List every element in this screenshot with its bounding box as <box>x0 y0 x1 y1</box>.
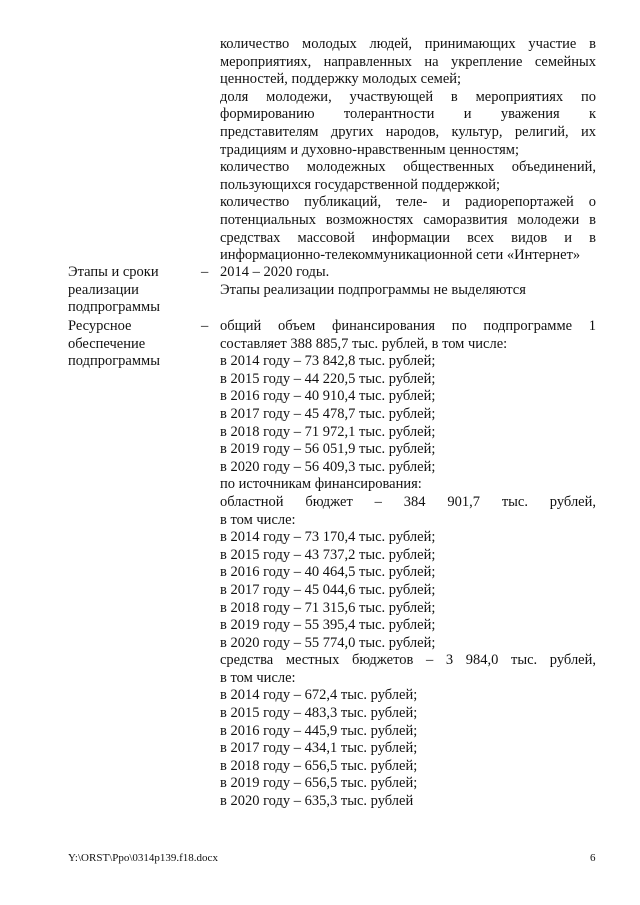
text-line: количество молодых людей, принимающих участие в <box>220 36 596 52</box>
text-line: потенциальных возможностях саморазвития молодежи в <box>220 211 596 228</box>
text-line: в 2019 году – 55 395,4 тыс. рублей; <box>220 617 436 634</box>
text-line: традициям и духовно-нравственным ценностям; <box>220 141 519 158</box>
resources-content <box>220 318 596 811</box>
text-line: в 2014 году – 73 170,4 тыс. рублей; <box>220 529 436 546</box>
text-line: областной бюджет – 384 901,7 тыс. рублей, <box>220 493 596 510</box>
footer-file-path: Y:\ORST\Ppo\0314p139.f18.docx <box>68 852 218 864</box>
text-line: количество публикаций, теле- и радиорепортажей о <box>220 194 596 211</box>
stages-dash: – <box>201 264 209 280</box>
resources-label <box>68 318 200 371</box>
text-line: в 2015 году – 483,3 тыс. рублей; <box>220 705 418 722</box>
text-line: в 2014 году – 672,4 тыс. рублей; <box>220 687 418 704</box>
text-line: в 2019 году – 656,5 тыс. рублей; <box>220 775 418 792</box>
text-line: в 2018 году – 656,5 тыс. рублей; <box>220 757 418 774</box>
text-line: в 2015 году – 43 737,2 тыс. рублей; <box>220 546 436 563</box>
text-line: 2014 – 2020 годы. <box>220 264 330 280</box>
text-line: в 2016 году – 40 464,5 тыс. рублей; <box>220 564 436 581</box>
text-line: в 2018 году – 71 315,6 тыс. рублей; <box>220 599 436 616</box>
text-line: в том числе: <box>220 669 296 686</box>
text-line: общий объем финансирования по подпрограмме 1 <box>220 318 596 334</box>
text-line: представителям других народов, культур, религий, их <box>220 123 596 140</box>
text-line: в 2020 году – 56 409,3 тыс. рублей; <box>220 458 436 475</box>
text-line: мероприятиях, направленных на укрепление семейных <box>220 53 596 70</box>
stages-label <box>68 264 200 317</box>
text-line: в том числе: <box>220 511 296 528</box>
text-line: в 2017 году – 45 044,6 тыс. рублей; <box>220 581 436 598</box>
text-line: в 2020 году – 635,3 тыс. рублей <box>220 793 414 810</box>
text-line: формированию толерантности и уважения к <box>220 106 596 123</box>
text-line: в 2019 году – 56 051,9 тыс. рублей; <box>220 441 436 458</box>
text-line: в 2017 году – 434,1 тыс. рублей; <box>220 740 418 757</box>
text-line: ценностей, поддержку молодых семей; <box>220 71 462 88</box>
text-line: доля молодежи, участвующей в мероприятиях по <box>220 88 596 105</box>
label-line: Этапы и сроки <box>68 264 159 280</box>
text-line: в 2017 году – 45 478,7 тыс. рублей; <box>220 405 436 422</box>
stages-content <box>220 264 596 299</box>
text-line: пользующихся государственной поддержкой; <box>220 176 501 193</box>
resources-dash: – <box>201 318 209 334</box>
footer-page-number: 6 <box>590 852 596 864</box>
text-line: в 2014 году – 73 842,8 тыс. рублей; <box>220 353 436 370</box>
text-line: в 2018 году – 71 972,1 тыс. рублей; <box>220 423 436 440</box>
indicators-continuation <box>220 36 596 265</box>
label-line: обеспечение <box>68 335 146 352</box>
text-line: составляет 388 885,7 тыс. рублей, в том числе: <box>220 335 508 352</box>
label-line: Ресурсное <box>68 318 132 334</box>
text-line: средствах массовой информации всех видов и в <box>220 229 596 246</box>
text-line: в 2016 году – 40 910,4 тыс. рублей; <box>220 388 436 405</box>
label-line: подпрограммы <box>68 299 160 316</box>
text-line: количество молодежных общественных объединений, <box>220 159 596 176</box>
label-line: реализации <box>68 281 139 298</box>
label-line: подпрограммы <box>68 353 160 370</box>
text-line: средства местных бюджетов – 3 984,0 тыс. рублей, <box>220 652 596 669</box>
text-line: Этапы реализации подпрограммы не выделяются <box>220 281 526 298</box>
text-line: по источникам финансирования: <box>220 476 422 493</box>
text-line: в 2020 году – 55 774,0 тыс. рублей; <box>220 634 436 651</box>
text-line: в 2015 году – 44 220,5 тыс. рублей; <box>220 370 436 387</box>
text-line: в 2016 году – 445,9 тыс. рублей; <box>220 722 418 739</box>
text-line: информационно-телекоммуникационной сети «Интернет» <box>220 247 581 264</box>
